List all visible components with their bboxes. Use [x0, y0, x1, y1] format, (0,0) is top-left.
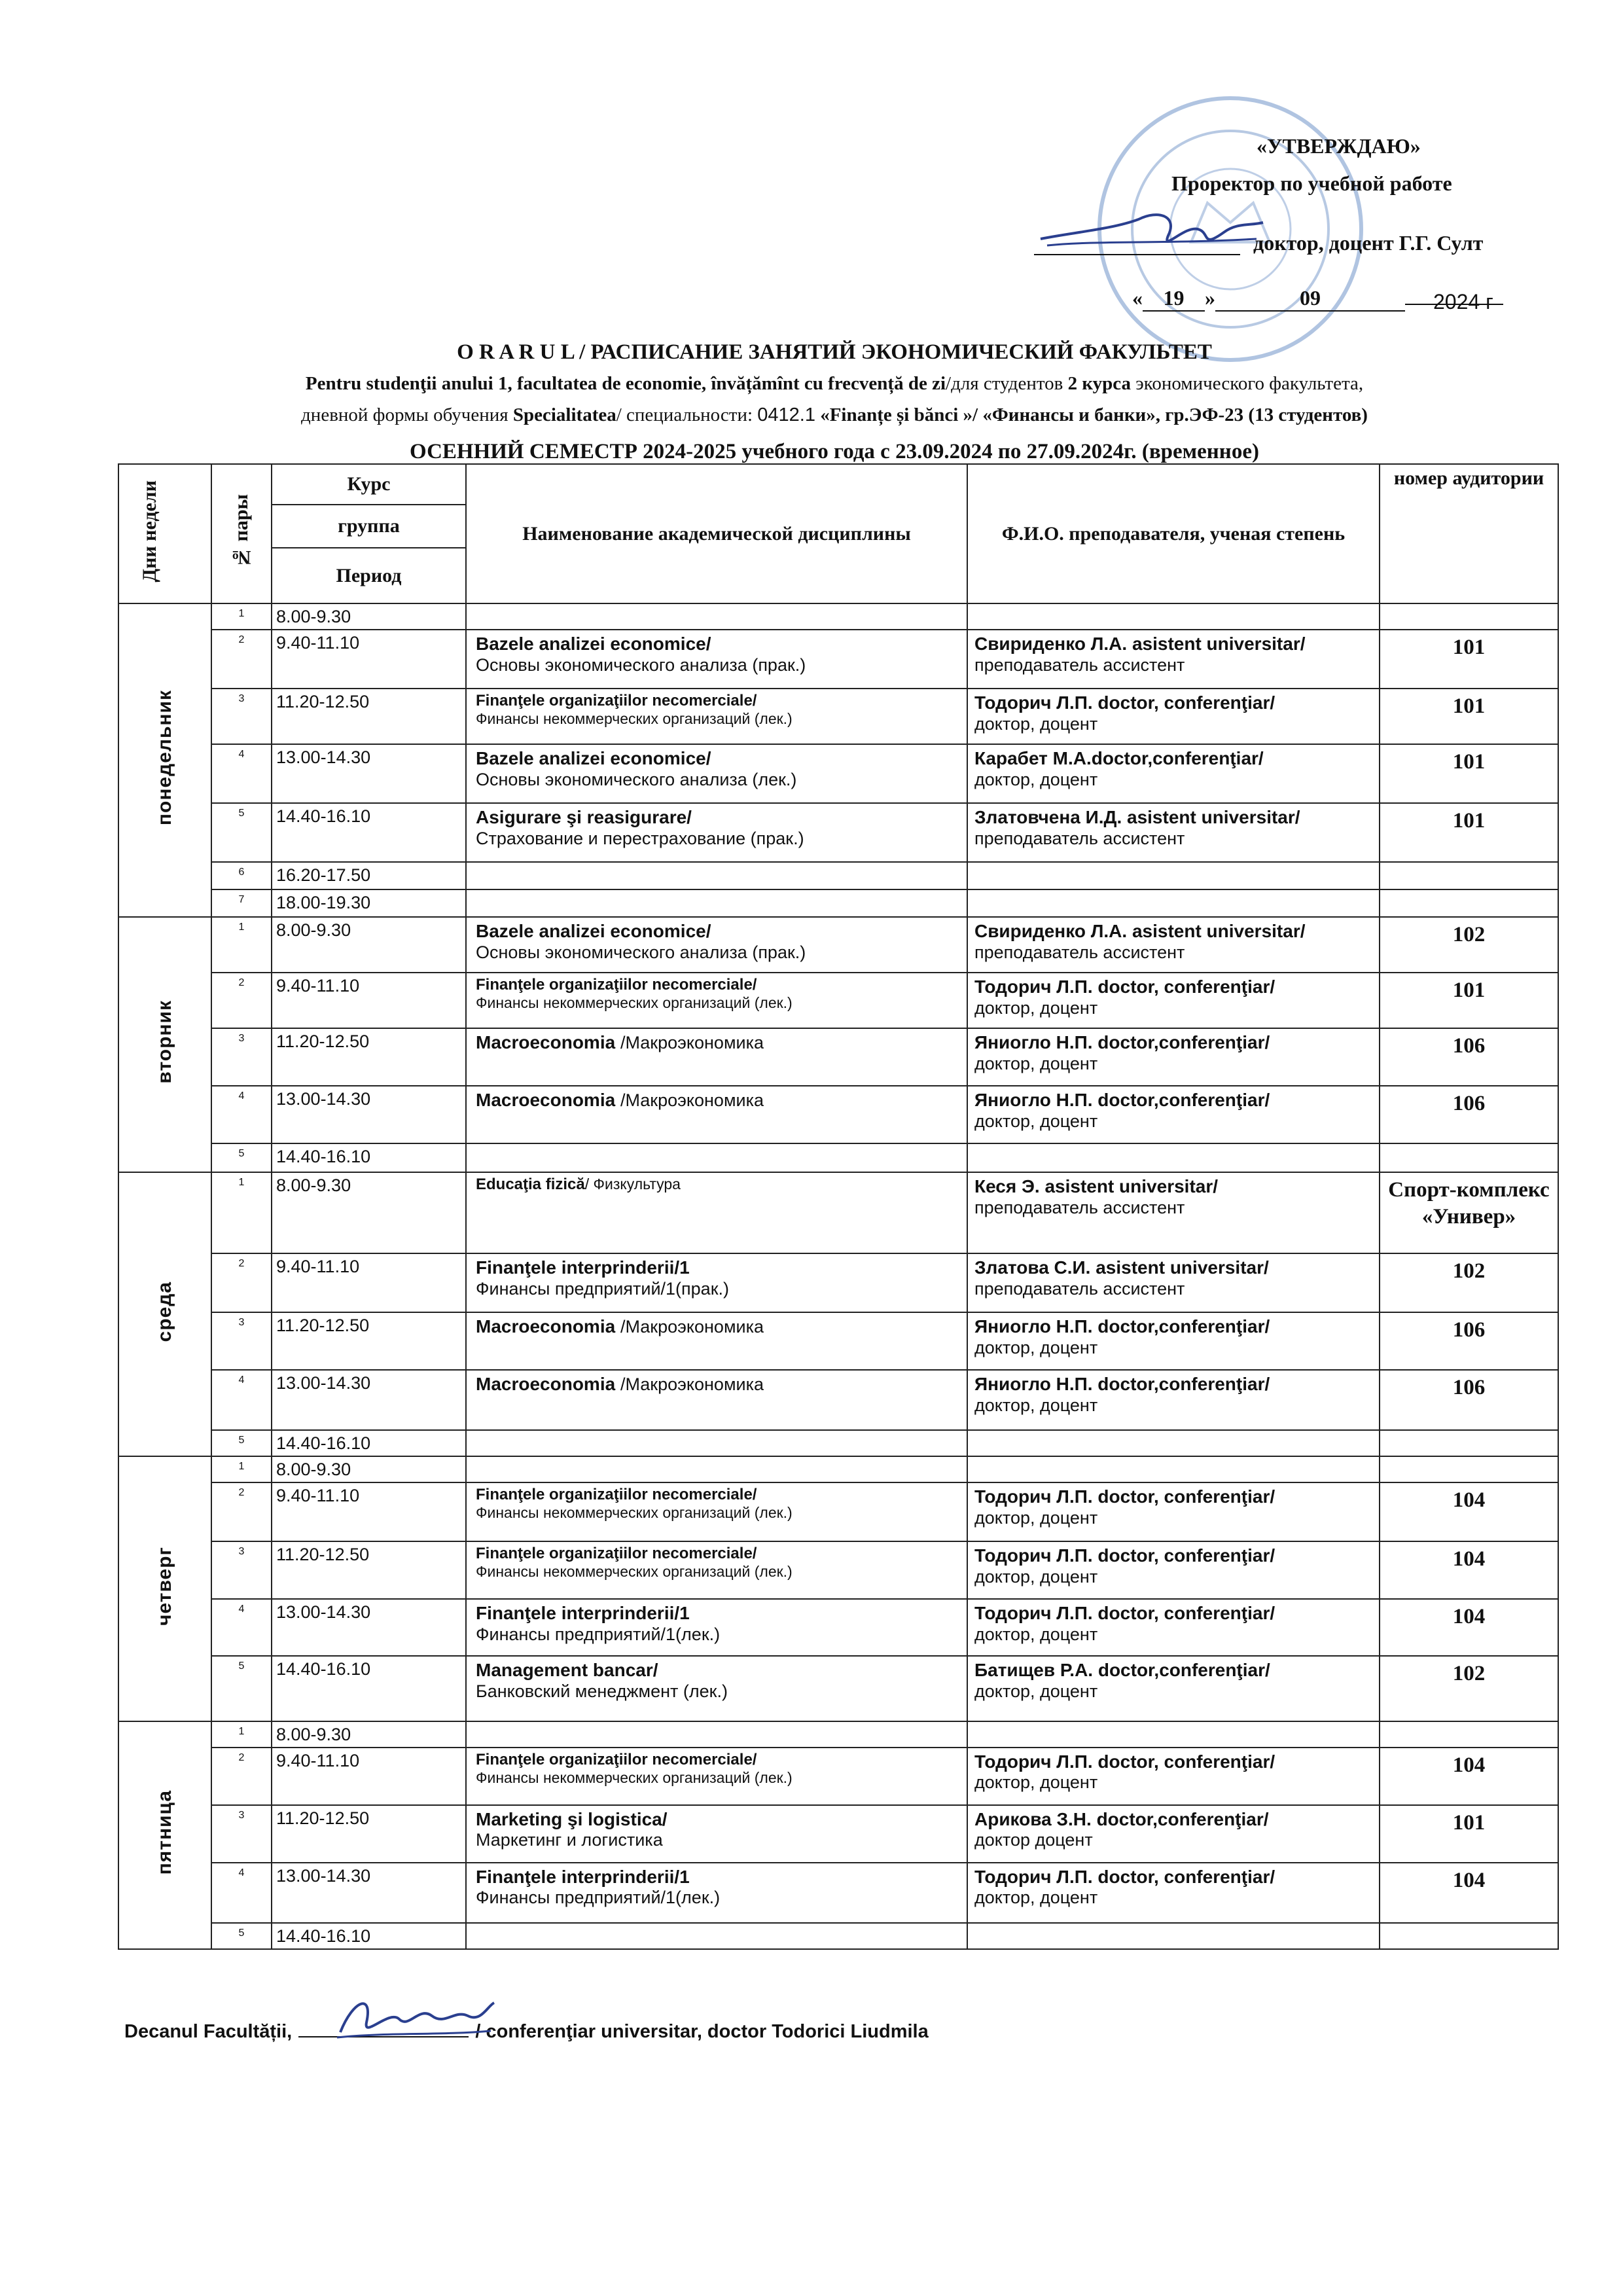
schedule-row [118, 973, 1558, 1028]
pair-number: 4 [211, 1370, 272, 1430]
pair-time: 14.40-16.10 [272, 1143, 466, 1172]
pair-number: 1 [211, 1721, 272, 1748]
teacher-cell: Тодорич Л.П. doctor, conferenţiar/ доктор, доцент [967, 689, 1380, 744]
semester-title: ОСЕННИЙ СЕМЕСТР 2024-2025 учебного года с 23.09.2024 по 27.09.2024г. (временное) [410, 440, 1259, 463]
subject-cell [466, 862, 967, 889]
room-number: 104 [1380, 1863, 1558, 1923]
subject-cell: Finanţele organizaţiilor necomerciale/ Финансы некоммерческих организаций (лек.) [466, 1482, 967, 1541]
subject-cell [466, 1923, 967, 1949]
schedule-row [118, 1143, 1558, 1172]
day-name: четверг [118, 1456, 211, 1721]
room-number: Спорт-комплекс «Универ» [1380, 1172, 1558, 1253]
schedule-row [118, 803, 1558, 862]
dean-title: / conferenţiar universitar, doctor Todorici Liudmila [475, 2021, 929, 2042]
teacher-cell [967, 889, 1380, 917]
header-pair-number: № пары [211, 464, 272, 603]
pair-number: 2 [211, 630, 272, 689]
schedule-row [118, 1456, 1558, 1482]
room-number: 104 [1380, 1482, 1558, 1541]
room-number [1380, 889, 1558, 917]
pair-number: 5 [211, 803, 272, 862]
schedule-row [118, 917, 1558, 973]
header-course: Курс [272, 464, 466, 505]
pair-time: 8.00-9.30 [272, 1172, 466, 1253]
schedule-row [118, 1086, 1558, 1143]
subject-cell: Finanţele organizaţiilor necomerciale/ Финансы некоммерческих организаций (лек.) [466, 1748, 967, 1805]
room-number [1380, 1430, 1558, 1456]
pair-number: 4 [211, 744, 272, 803]
teacher-cell: Златова С.И. asistent universitar/ преподаватель ассистент [967, 1253, 1380, 1312]
pair-time: 11.20-12.50 [272, 1541, 466, 1599]
room-number: 102 [1380, 917, 1558, 973]
schedule-row [118, 1748, 1558, 1805]
pair-number: 2 [211, 973, 272, 1028]
teacher-cell [967, 1143, 1380, 1172]
schedule-row [118, 1172, 1558, 1253]
subject-cell: Finanţele organizaţiilor necomerciale/ Финансы некоммерческих организаций (лек.) [466, 689, 967, 744]
dean-label: Decanul Facultății, [124, 2021, 293, 2042]
schedule-row [118, 1028, 1558, 1086]
teacher-cell [967, 1456, 1380, 1482]
header-days: Дни недели [118, 464, 211, 603]
schedule-row [118, 1541, 1558, 1599]
header-period: Период [272, 548, 466, 603]
room-number: 101 [1380, 973, 1558, 1028]
pair-time: 9.40-11.10 [272, 1253, 466, 1312]
schedule-title: O R A R U L / РАСПИСАНИЕ ЗАНЯТИЙ ЭКОНОМИЧЕСКИЙ ФАКУЛЬТЕТ [457, 340, 1212, 364]
teacher-cell: Тодорич Л.П. doctor, conferenţiar/ доктор, доцент [967, 1863, 1380, 1923]
pair-time: 8.00-9.30 [272, 917, 466, 973]
subject-cell [466, 1456, 967, 1482]
room-number: 102 [1380, 1656, 1558, 1721]
teacher-cell: Батищев Р.А. doctor,conferenţiar/ доктор, доцент [967, 1656, 1380, 1721]
subject-cell: Finanţele organizaţiilor necomerciale/ Финансы некоммерческих организаций (лек.) [466, 973, 967, 1028]
dean-signature-line [124, 2021, 929, 2043]
header-line-2: Pentru studenţii anului 1, facultatea de economie, învățămînt cu frecvență de zi/для студентов 2 курса экономического факультета, [305, 373, 1364, 394]
approval-title: «УТВЕРЖДАЮ» [1257, 134, 1421, 158]
header-room: номер аудитории [1380, 464, 1558, 603]
teacher-cell: Яниогло Н.П. doctor,conferenţiar/ доктор, доцент [967, 1028, 1380, 1086]
subject-cell: Finanţele interprinderii/1 Финансы предприятий/1(лек.) [466, 1599, 967, 1656]
pair-time: 16.20-17.50 [272, 862, 466, 889]
subject-cell: Finanţele organizaţiilor necomerciale/ Финансы некоммерческих организаций (лек.) [466, 1541, 967, 1599]
pair-time: 14.40-16.10 [272, 803, 466, 862]
pair-number: 5 [211, 1143, 272, 1172]
pair-time: 8.00-9.30 [272, 1721, 466, 1748]
subject-cell [466, 603, 967, 630]
schedule-row [118, 1482, 1558, 1541]
teacher-cell [967, 1430, 1380, 1456]
subject-cell: Macroeconomia /Макроэкономика [466, 1086, 967, 1143]
subject-cell [466, 889, 967, 917]
schedule-row [118, 1656, 1558, 1721]
schedule-row [118, 1253, 1558, 1312]
subject-cell [466, 1721, 967, 1748]
schedule-row [118, 1599, 1558, 1656]
schedule-row [118, 1430, 1558, 1456]
pair-number: 5 [211, 1430, 272, 1456]
header-teacher: Ф.И.О. преподавателя, ученая степень [967, 464, 1380, 603]
header-line-3: дневной формы обучения Specialitatea/ специальности: 0412.1 «Finanțe și bănci »/ «Финансы и банки», гр.ЭФ-23 (13 студентов) [301, 404, 1368, 425]
pair-number: 3 [211, 1541, 272, 1599]
room-number [1380, 862, 1558, 889]
teacher-cell [967, 603, 1380, 630]
teacher-cell: Тодорич Л.П. doctor, conferenţiar/ доктор, доцент [967, 1541, 1380, 1599]
room-number: 101 [1380, 803, 1558, 862]
pair-time: 11.20-12.50 [272, 1312, 466, 1370]
subject-cell: Marketing şi logistica/ Маркетинг и логистика [466, 1805, 967, 1863]
pair-time: 9.40-11.10 [272, 1748, 466, 1805]
pair-number: 1 [211, 603, 272, 630]
schedule-row [118, 1863, 1558, 1923]
pair-time: 13.00-14.30 [272, 1599, 466, 1656]
teacher-cell: Карабет М.А.doctor,conferenţiar/ доктор, доцент [967, 744, 1380, 803]
pair-time: 14.40-16.10 [272, 1430, 466, 1456]
room-number: 102 [1380, 1253, 1558, 1312]
teacher-cell [967, 862, 1380, 889]
pair-number: 2 [211, 1748, 272, 1805]
pair-time: 13.00-14.30 [272, 1086, 466, 1143]
schedule-row [118, 862, 1558, 889]
pair-number: 5 [211, 1923, 272, 1949]
room-number: 101 [1380, 1805, 1558, 1863]
teacher-cell [967, 1721, 1380, 1748]
pair-time: 11.20-12.50 [272, 1805, 466, 1863]
pair-time: 8.00-9.30 [272, 1456, 466, 1482]
teacher-cell: Свириденко Л.А. asistent universitar/ преподаватель ассистент [967, 630, 1380, 689]
day-name: пятница [118, 1721, 211, 1949]
schedule-row [118, 603, 1558, 630]
room-number: 106 [1380, 1086, 1558, 1143]
pair-number: 1 [211, 1456, 272, 1482]
pair-number: 5 [211, 1656, 272, 1721]
teacher-cell: Свириденко Л.А. asistent universitar/ преподаватель ассистент [967, 917, 1380, 973]
pair-number: 2 [211, 1253, 272, 1312]
room-number [1380, 1721, 1558, 1748]
approval-day: 19 [1143, 286, 1205, 312]
room-number: 104 [1380, 1599, 1558, 1656]
pair-time: 14.40-16.10 [272, 1923, 466, 1949]
pair-number: 4 [211, 1599, 272, 1656]
subject-cell: Asigurare şi reasigurare/ Страхование и перестрахование (прак.) [466, 803, 967, 862]
day-name: среда [118, 1172, 211, 1456]
approval-degree: доктор, доцент Г.Г. Султ [1253, 231, 1484, 255]
teacher-cell [967, 1923, 1380, 1949]
schedule-row [118, 889, 1558, 917]
pair-number: 3 [211, 689, 272, 744]
dean-signature [327, 1986, 504, 2049]
subject-cell [466, 1143, 967, 1172]
pair-time: 11.20-12.50 [272, 1028, 466, 1086]
schedule-row [118, 630, 1558, 689]
pair-number: 3 [211, 1805, 272, 1863]
pair-number: 7 [211, 889, 272, 917]
subject-cell: Finanţele interprinderii/1 Финансы предприятий/1(лек.) [466, 1863, 967, 1923]
room-number: 104 [1380, 1541, 1558, 1599]
subject-cell: Bazele analizei economice/ Основы экономического анализа (прак.) [466, 917, 967, 973]
day-name: вторник [118, 917, 211, 1172]
pair-time: 14.40-16.10 [272, 1656, 466, 1721]
room-number [1380, 1143, 1558, 1172]
room-number [1380, 1923, 1558, 1949]
approval-year: 2024 г [1433, 290, 1493, 314]
schedule-row [118, 1805, 1558, 1863]
pair-time: 18.00-19.30 [272, 889, 466, 917]
approval-date: « 19 » 09 [1132, 286, 1503, 312]
subject-cell [466, 1430, 967, 1456]
room-number: 104 [1380, 1748, 1558, 1805]
subject-cell: Educaţia fizică/ Физкультура [466, 1172, 967, 1253]
header-group: группа [272, 505, 466, 548]
subject-cell: Bazele analizei economice/ Основы экономического анализа (прак.) [466, 630, 967, 689]
pair-time: 9.40-11.10 [272, 1482, 466, 1541]
room-number [1380, 1456, 1558, 1482]
schedule-row [118, 744, 1558, 803]
pair-number: 6 [211, 862, 272, 889]
teacher-cell: Яниогло Н.П. doctor,conferenţiar/ доктор, доцент [967, 1312, 1380, 1370]
pair-number: 4 [211, 1863, 272, 1923]
pair-number: 2 [211, 1482, 272, 1541]
subject-cell: Finanţele interprinderii/1 Финансы предприятий/1(прак.) [466, 1253, 967, 1312]
teacher-cell: Тодорич Л.П. doctor, conferenţiar/ доктор, доцент [967, 1482, 1380, 1541]
room-number: 101 [1380, 630, 1558, 689]
schedule-row [118, 1370, 1558, 1430]
room-number [1380, 603, 1558, 630]
teacher-cell: Арикова З.Н. doctor,conferenţiar/ доктор доцент [967, 1805, 1380, 1863]
pair-time: 13.00-14.30 [272, 1863, 466, 1923]
pair-number: 4 [211, 1086, 272, 1143]
teacher-cell: Яниогло Н.П. doctor,conferenţiar/ доктор, доцент [967, 1370, 1380, 1430]
schedule-row [118, 689, 1558, 744]
pair-time: 13.00-14.30 [272, 1370, 466, 1430]
room-number: 101 [1380, 744, 1558, 803]
schedule-table [118, 463, 1559, 1950]
day-name: понедельник [118, 603, 211, 917]
pair-time: 11.20-12.50 [272, 689, 466, 744]
subject-cell: Management bancar/ Банковский менеджмент (лек.) [466, 1656, 967, 1721]
vice-rector-signature [1034, 193, 1276, 265]
room-number: 106 [1380, 1028, 1558, 1086]
pair-time: 13.00-14.30 [272, 744, 466, 803]
teacher-cell: Тодорич Л.П. doctor, conferenţiar/ доктор, доцент [967, 973, 1380, 1028]
schedule-row [118, 1312, 1558, 1370]
pair-number: 1 [211, 1172, 272, 1253]
teacher-cell: Яниогло Н.П. doctor,conferenţiar/ доктор, доцент [967, 1086, 1380, 1143]
room-number: 106 [1380, 1312, 1558, 1370]
approval-month: 09 [1215, 286, 1405, 312]
pair-number: 3 [211, 1312, 272, 1370]
teacher-cell: Тодорич Л.П. doctor, conferenţiar/ доктор, доцент [967, 1599, 1380, 1656]
teacher-cell: Златовчена И.Д. asistent universitar/ преподаватель ассистент [967, 803, 1380, 862]
subject-cell: Macroeconomia /Макроэкономика [466, 1370, 967, 1430]
subject-cell: Macroeconomia /Макроэкономика [466, 1312, 967, 1370]
subject-cell: Bazele analizei economice/ Основы экономического анализа (лек.) [466, 744, 967, 803]
approval-role: Проректор по учебной работе [1171, 171, 1452, 195]
subject-cell: Macroeconomia /Макроэкономика [466, 1028, 967, 1086]
schedule-row [118, 1923, 1558, 1949]
pair-number: 3 [211, 1028, 272, 1086]
teacher-cell: Кеся Э. asistent universitar/ преподаватель ассистент [967, 1172, 1380, 1253]
room-number: 101 [1380, 689, 1558, 744]
pair-time: 9.40-11.10 [272, 973, 466, 1028]
room-number: 106 [1380, 1370, 1558, 1430]
teacher-cell: Тодорич Л.П. doctor, conferenţiar/ доктор, доцент [967, 1748, 1380, 1805]
pair-number: 1 [211, 917, 272, 973]
pair-time: 8.00-9.30 [272, 603, 466, 630]
schedule-row [118, 1721, 1558, 1748]
header-subject: Наименование академической дисциплины [466, 464, 967, 603]
pair-time: 9.40-11.10 [272, 630, 466, 689]
